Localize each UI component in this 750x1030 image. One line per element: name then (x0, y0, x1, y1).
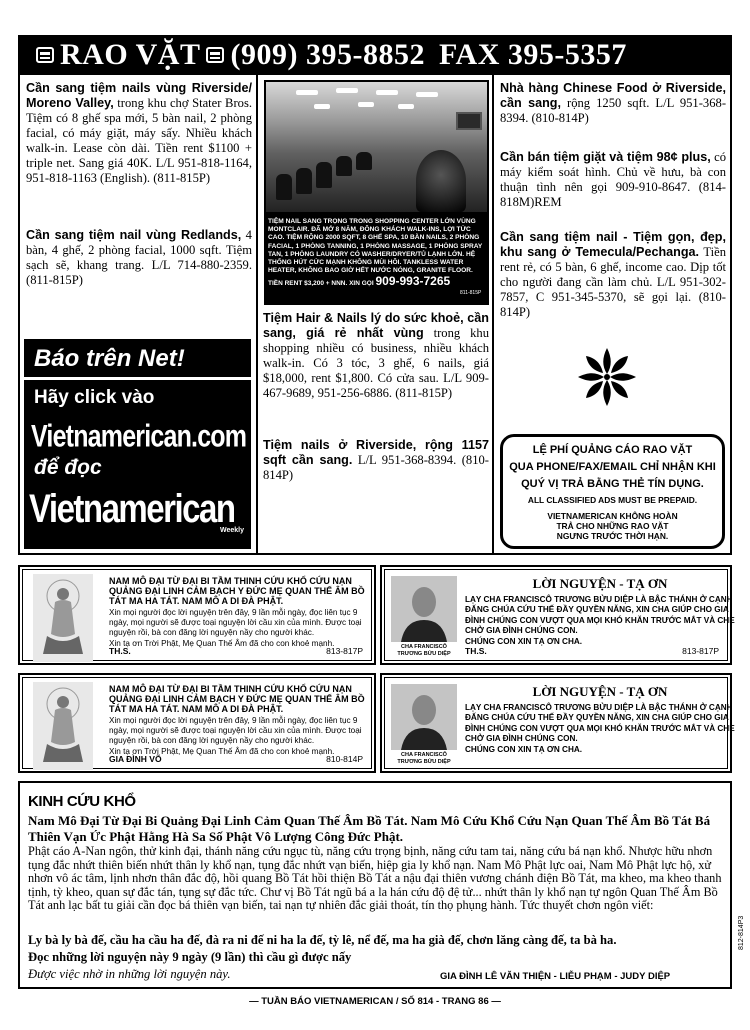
ad-code: 812-814P3 (738, 915, 745, 950)
sutra-box (18, 781, 732, 989)
page-footer: — TUẦN BÁO VIETNAMERICAN / SỐ 814 - TRANG 86 — (249, 996, 501, 1007)
ad-heading: Tiệm nails ở Riverside, rộng 1157 sqft cần sang. (263, 438, 489, 467)
classified-ad (500, 81, 726, 126)
prayer-notice (18, 565, 376, 665)
ad-body: L/L 951-368-8394. (810-814P) (263, 453, 489, 482)
guanyin-image (33, 574, 93, 662)
portrait-caption: CHA FRANCISCÔ TRƯƠNG BỬU DIỆP (397, 752, 451, 765)
classified-ad (500, 230, 726, 320)
ad-code: 810-814P (326, 754, 363, 764)
sutra-instruction: Đọc những lời nguyện này 9 ngày (9 lần) thì cầu gì được nấy (28, 950, 352, 964)
prayer-notice (380, 565, 735, 665)
ad-code: 813-817P (682, 646, 719, 656)
prayer-notice (18, 673, 376, 773)
promo-line: để đọc (34, 456, 102, 479)
sutra-mantra: Ly bà ly bà đế, cầu ha cầu ha đế, đà ra ni đế ni ha la đế, tỳ lê, nể đế, ma ha già đế, chơn lăng càng đế, ta bà ha. (28, 933, 617, 947)
prayer-text: Xin mọi người đọc lời nguyện trên đây, 9 lần mỗi ngày, đọc liên tục 9 ngày, mọi người sẽ được toại nguyện lời cầu xin của mình. Được toại nguyện rồi, bà con đăng lời nguyện nầy cho người khác. (109, 716, 362, 746)
promo-logo-sub: Weekly (220, 527, 244, 534)
ad-fee-notice (500, 434, 725, 549)
prayer-body (109, 608, 379, 649)
photo-ad (264, 80, 489, 305)
phone-icon (36, 47, 54, 63)
ad-code: 811-815P (460, 290, 482, 296)
promo-line: Hãy click vào (34, 387, 155, 408)
header-fax: FAX 395-5357 (438, 38, 627, 71)
prayer-thanks: CHÚNG CON XIN TẠ ƠN CHA. (465, 744, 583, 754)
header-title: RAO VẶT (60, 38, 201, 71)
sutra-body: Phật cáo A-Nan ngôn, thử kinh đại, thánh năng cứu ngục tù, năng cứu trọng bịnh, năng cứu tam tai, năng cứu bá nạn khổ. Nhược hữu nhơn tụng đắc nhứt thiên biến nhứt thân ly khổ nạn, tụng đắc nhứt vạn biến, hiệp gia ly khổ nạn. Nam Mô Phật lực oai, Nam Mô Phật lực hộ, xử nhơn vô ác tâm, lịnh nhơn thân đắc độ, hồi quang Bồ Tát hồi thiện Bồ Tát a nậu đại thiên vương chánh điện Bồ Tát, ma kheo, ma kheo thanh tịnh, tỳ kheo, quan sự đắc tán, tụng sự đắc tức. Chư vị Bồ Tát ngũ bá a la hán cứu độ đệ tử... nhứt thân ly khổ nạn tự ngôn Quan Thế Âm Bồ Tát anh lạc bất tu giải cần đọc bá thiên vạn biến, tai nạn tự nhiên đắc giải thoát, tín thọ phụng hành. Tức thuyết chơn ngôn viết: (28, 844, 722, 913)
ad-heading: Nhà hàng Chinese Food ở Riverside, cần sang, (500, 81, 726, 110)
prayer-title: NAM MÔ ĐẠI TỪ ĐẠI BI TẦM THINH CỨU KHỔ CỨU NẠN QUẢNG ĐẠI LINH CẢM BẠCH Y ĐỨC MẸ QUAN THẾ ÂM BỒ TÁT MA HA TÁT. NAM MÔ A DI ĐÀ PHẬT. (109, 576, 365, 606)
ad-heading: Cần sang tiệm nails vùng Riverside/ Moreno Valley, (26, 81, 252, 110)
prayer-thanks: CHÚNG CON XIN TẠ ƠN CHA. (465, 636, 583, 646)
rent-text: TIỀN RENT $3,200 + NNN. XIN GỌI (268, 280, 376, 287)
fee-line: LỆ PHÍ QUẢNG CÁO RAO VẶT (532, 444, 693, 456)
classifieds-header (18, 35, 732, 75)
prayer-signature: GIA ĐÌNH VÕ (109, 754, 162, 764)
prayer-thanks: Xin tạ ơn Trời Phật, Mẹ Quan Thế Âm đã cho con khoẻ mạnh. (109, 638, 335, 648)
promo-title: Báo trên Net! (34, 345, 185, 372)
ad-body: trong khu chợ Stater Bros. Tiệm có 8 ghế spa mới, 5 bàn nail, 2 phòng facial, có máy giặt, máy sấy. Nhiều khách walk-in. Lease còn dài. Tiền rent $1100 + triple net. Sang giá 40K. L/L 951-818-1164, 951-818-1163 (English). (811-815P) (26, 96, 252, 185)
ad-body: có máy kiểm soát hình. Chủ về hưu, bà con thuận tình nên gọi 909-910-8647. (814-818M)REM (500, 150, 726, 209)
classified-ad (26, 81, 252, 186)
photo-ad-rent (268, 274, 486, 288)
portrait-caption: CHA FRANCISCÔ TRƯƠNG BỬU DIỆP (397, 644, 451, 657)
phone-icon (206, 47, 224, 63)
ad-heading: Cần sang tiệm nail vùng Redlands, (26, 228, 242, 242)
salon-photo (266, 82, 487, 212)
prayer-title: NAM MÔ ĐẠI TỪ ĐẠI BI TẦM THINH CỨU KHỔ CỨU NẠN QUẢNG ĐẠI LINH CẢM BẠCH Y ĐỨC MẸ QUAN THẾ ÂM BỒ TÁT MA HA TÁT. NAM MÔ A DI ĐÀ PHẬT. (109, 684, 365, 714)
prayer-text: LẠY CHA FRANCISCÔ TRƯƠNG BỬU DIỆP LÀ BẬC THÁNH Ở CẠNH ĐẤNG CHÚA CỨU THẾ ĐẦY QUYỀN NĂNG, XIN CHA GIÚP CHO GIA ĐÌNH CHÚNG CON VƯỢT QUA MỌI KHÓ KHĂN TRƯỚC MẮT VÀ CHE CHỞ GIA ĐÌNH CHÚNG CON. (465, 595, 735, 636)
ad-code: 813-817P (326, 646, 363, 656)
fee-line: VIETNAMERICAN KHÔNG HOÀN (547, 511, 678, 521)
header-phone: (909) 395-8852 (230, 38, 425, 71)
prayer-title: LỜI NGUYỆN - TẠ ƠN (532, 684, 668, 699)
sutra-title: KINH CỨU KHỔ (28, 793, 136, 810)
prayer-body (465, 595, 735, 647)
classified-ad (263, 438, 489, 483)
fee-line: NGƯNG TRƯỚC THỜI HẠN. (556, 531, 669, 541)
fee-line: ALL CLASSIFIED ADS MUST BE PREPAID. (527, 495, 698, 505)
classified-ad (500, 150, 726, 210)
photo-ad-phone: 909-993-7265 (375, 274, 451, 288)
fee-line: TRẢ CHO NHỮNG RAO VẶT (556, 521, 669, 531)
ad-body: trong khu shopping nhiều có business, nhiều khách walk-in. Có 3 tóc, 3 ghế, 6 nails, giá $18,000, rent $1,800. Có cửa sau. L/L 909-467-9689, 951-256-6886. (811-815P) (263, 326, 489, 400)
prayer-body (465, 703, 735, 755)
ad-heading: Tiệm Hair & Nails lý do sức khoẻ, cần sang, giá rẻ nhất vùng (263, 311, 489, 340)
prayer-signature: TH.S. (109, 646, 131, 656)
sutra-note: Được việc nhờ in những lời nguyện này. (28, 967, 231, 981)
sutra-signature: GIA ĐÌNH LÊ VĂN THIỆN - LIỄU PHẠM - JUDY DIỆP (440, 971, 671, 982)
promo-url[interactable]: Vietnamerican.com (31, 419, 247, 454)
prayer-body (109, 716, 379, 757)
photo-ad-text: TIỆM NAIL SANG TRỌNG TRONG SHOPPING CENTER LỚN VÙNG MONTCLAIR. ĐÃ MỞ 8 NĂM, ĐÔNG KHÁCH WALK-INS, LỢI TỨC CAO. TIỆM RỘNG 2000 SQFT, 8 GHẾ SPA, 10 BÀN NAILS, 2 PHÒNG FACIAL, 1 PHÒNG TANNING, 1 PHÒNG MASSAGE, 1 PHÒNG SPRAY TAN, 1 PHÒNG LAUNDRY CÓ WASHER/DRYER/TỦ LẠNH LỚN. HỆ THỐNG HÚT CỨC MẠNH KHÔNG MÙI HÔI. TANKLESS WATER HEATER, KHÔNG BAO GIỜ HẾT NƯỚC NÓNG, GRANITE FLOOR. (268, 218, 483, 275)
ad-heading: Cần bán tiệm giặt và tiệm 98¢ plus, (500, 150, 711, 164)
ad-heading: Cần sang tiệm nail - Tiệm gọn, đẹp, khu sang ở Temecula/Pechanga. (500, 230, 726, 259)
prayer-text: Xin mọi người đọc lời nguyện trên đây, 9 lần mỗi ngày, đọc liên tục 9 ngày, mọi người sẽ được toại nguyện lời cầu xin của mình. Được toại nguyện rồi, bà con đăng lời nguyện nầy cho người khác. (109, 608, 362, 638)
web-promo-box[interactable] (24, 339, 251, 549)
fee-line: QUÝ VỊ TRẢ BẰNG THẺ TÍN DỤNG. (521, 478, 704, 490)
prayer-notice (380, 673, 735, 773)
prayer-text: LẠY CHA FRANCISCÔ TRƯƠNG BỬU DIỆP LÀ BẬC THÁNH Ở CẠNH ĐẤNG CHÚA CỨU THẾ ĐẦY QUYỀN NĂNG, XIN CHA GIÚP CHO GIA ĐÌNH CHÚNG CON VƯỢT QUA MỌI KHÓ KHĂN TRƯỚC MẮT VÀ CHE CHỞ GIA ĐÌNH CHÚNG CON. (465, 703, 735, 744)
guanyin-image (33, 682, 93, 770)
ornament-icon (576, 346, 638, 408)
ad-body: Tiền rent rẻ, có 5 bàn, 6 ghế, income cao. Dịp tốt cho người đang cần làm chủ. L/L 951-302-7857, C 951-345-5370, sẽ gọi lại. (810-814P) (500, 245, 727, 319)
priest-portrait (391, 684, 457, 750)
ad-body: rộng 1250 sqft. L/L 951-368-8394. (810-814P) (500, 96, 727, 125)
classified-ad (26, 228, 252, 288)
ad-body: 4 bàn, 4 ghế, 2 phòng facial, 1000 sqft. Tiệm sạch sẽ, khang trang. L/L 714-880-2359. (811-815P) (26, 228, 252, 287)
fee-line: QUA PHONE/FAX/EMAIL CHỈ NHẬN KHI (509, 461, 716, 473)
prayer-title: LỜI NGUYỆN - TẠ ƠN (532, 576, 668, 591)
classified-ad (263, 311, 489, 401)
prayer-thanks: Xin tạ ơn Trời Phật, Mẹ Quan Thế Âm đã cho con khoẻ mạnh. (109, 746, 335, 756)
promo-logo: Vietnamerican (29, 486, 235, 531)
sutra-heading: Nam Mô Đại Từ Đại Bi Quảng Đại Linh Cảm Quan Thế Âm Bồ Tát. Nam Mô Cứu Khổ Cứu Nạn Quan Thế Âm Bồ Tát Bá Thiên Vạn Ức Phật Hằng Hà Sa Số Phật Vô Lượng Công Đức Phật. (28, 813, 711, 844)
prayer-signature: TH.S. (465, 646, 487, 656)
divider (24, 377, 251, 380)
priest-portrait (391, 576, 457, 642)
